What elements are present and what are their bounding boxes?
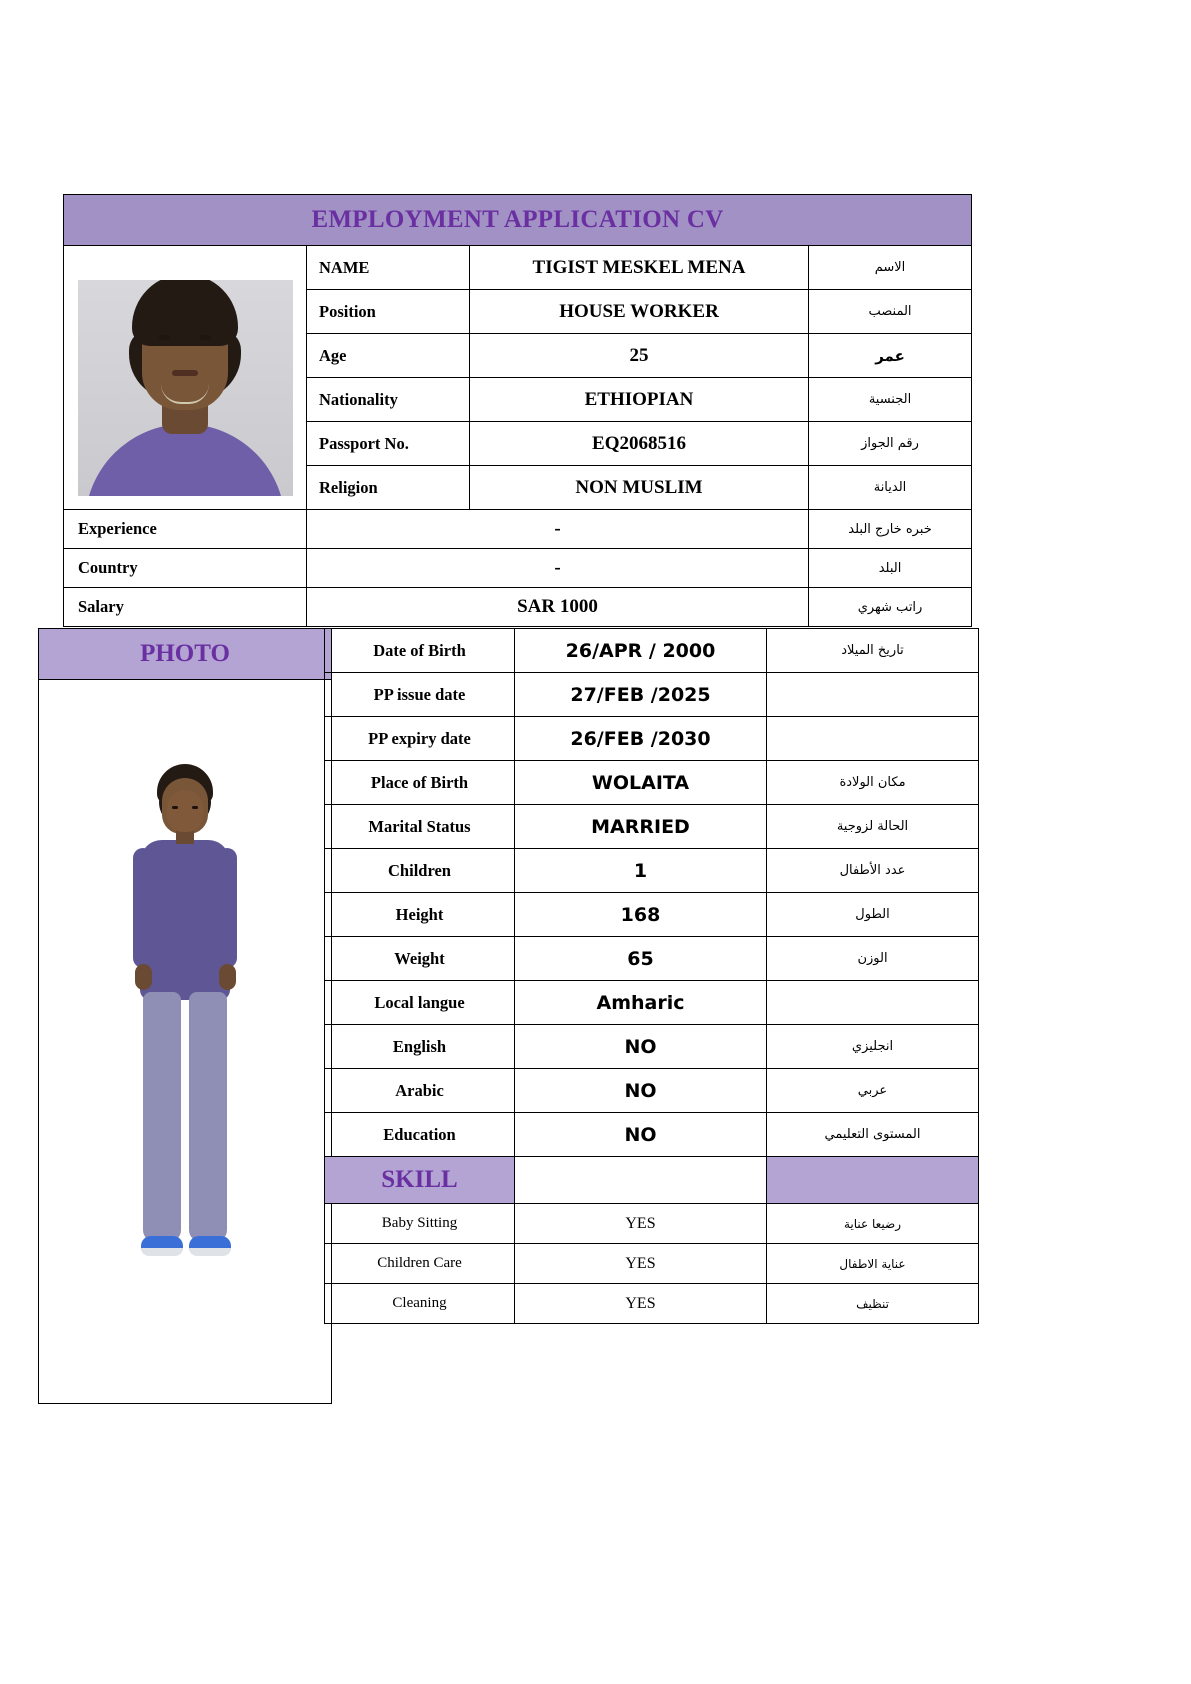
table-row [325, 1025, 979, 1069]
field-value-country: - [307, 549, 809, 588]
skill-value-cleaning: YES [515, 1284, 767, 1324]
field-arabic-pp-expiry [767, 717, 979, 761]
table-row [325, 629, 979, 673]
field-arabic-english: انجليزي [767, 1025, 979, 1069]
field-label-place-of-birth: Place of Birth [325, 761, 515, 805]
field-label-country: Country [64, 549, 307, 588]
title-row [64, 195, 972, 246]
field-arabic-nationality: الجنسية [809, 378, 972, 422]
summary-row [64, 549, 972, 588]
field-arabic-marital-status: الحالة لزوجية [767, 805, 979, 849]
field-arabic-religion: الديانة [809, 466, 972, 510]
field-arabic-pp-issue [767, 673, 979, 717]
identity-row [64, 246, 972, 290]
field-label-dob: Date of Birth [325, 629, 515, 673]
field-label-children: Children [325, 849, 515, 893]
skill-header-arabic-cell [767, 1157, 979, 1204]
skill-label-baby-sitting: Baby Sitting [325, 1204, 515, 1244]
field-label-age: Age [307, 334, 470, 378]
field-label-pp-issue: PP issue date [325, 673, 515, 717]
field-value-religion: NON MUSLIM [470, 466, 809, 510]
document-title-cell [64, 195, 972, 246]
field-label-height: Height [325, 893, 515, 937]
details-table [324, 628, 979, 1324]
field-arabic-place-of-birth: مكان الولادة [767, 761, 979, 805]
field-arabic-salary: راتب شهري [809, 588, 972, 627]
field-label-education: Education [325, 1113, 515, 1157]
field-label-local-langue: Local langue [325, 981, 515, 1025]
field-label-pp-expiry: PP expiry date [325, 717, 515, 761]
table-row [325, 673, 979, 717]
field-value-pp-expiry: 26/FEB /2030 [515, 717, 767, 761]
page-title: EMPLOYMENT APPLICATION CV [311, 206, 724, 233]
full-body-photo [39, 680, 331, 1403]
skill-label-cleaning: Cleaning [325, 1284, 515, 1324]
field-value-weight: 65 [515, 937, 767, 981]
skill-arabic-cleaning: تنظيف [767, 1284, 979, 1324]
field-arabic-name: الاسم [809, 246, 972, 290]
field-value-experience: - [307, 510, 809, 549]
skill-arabic-baby-sitting: رضيعا عناية [767, 1204, 979, 1244]
table-row [325, 937, 979, 981]
skill-section-header: SKILL [325, 1157, 515, 1204]
skill-value-children-care: YES [515, 1244, 767, 1284]
field-value-place-of-birth: WOLAITA [515, 761, 767, 805]
field-label-english: English [325, 1025, 515, 1069]
table-row [325, 1204, 979, 1244]
field-value-marital-status: MARRIED [515, 805, 767, 849]
field-arabic-experience: خبره خارج البلد [809, 510, 972, 549]
field-value-local-langue: Amharic [515, 981, 767, 1025]
field-arabic-height: الطول [767, 893, 979, 937]
field-arabic-dob: تاريخ الميلاد [767, 629, 979, 673]
field-arabic-position: المنصب [809, 290, 972, 334]
field-value-nationality: ETHIOPIAN [470, 378, 809, 422]
field-label-position: Position [307, 290, 470, 334]
field-value-english: NO [515, 1025, 767, 1069]
headshot-image [78, 280, 293, 496]
table-row [325, 849, 979, 893]
field-value-education: NO [515, 1113, 767, 1157]
field-label-passport: Passport No. [307, 422, 470, 466]
table-row [325, 761, 979, 805]
field-value-age: 25 [470, 334, 809, 378]
field-arabic-age: عمر [809, 334, 972, 378]
field-label-religion: Religion [307, 466, 470, 510]
skill-header-row [325, 1157, 979, 1204]
skill-header-blank-cell [515, 1157, 767, 1204]
table-row [325, 805, 979, 849]
table-row [325, 717, 979, 761]
skill-value-baby-sitting: YES [515, 1204, 767, 1244]
field-arabic-local-langue [767, 981, 979, 1025]
headshot-photo-cell [64, 246, 307, 510]
field-arabic-education: المستوى التعليمي [767, 1113, 979, 1157]
field-label-name: NAME [307, 246, 470, 290]
field-arabic-country: البلد [809, 549, 972, 588]
field-value-pp-issue: 27/FEB /2025 [515, 673, 767, 717]
field-arabic-weight: الوزن [767, 937, 979, 981]
field-value-height: 168 [515, 893, 767, 937]
skill-label-children-care: Children Care [325, 1244, 515, 1284]
field-label-marital-status: Marital Status [325, 805, 515, 849]
table-row [325, 1244, 979, 1284]
full-body-figure-image [110, 760, 260, 1300]
photo-panel [38, 628, 332, 1404]
field-value-children: 1 [515, 849, 767, 893]
identity-table [63, 194, 972, 627]
field-value-salary: SAR 1000 [307, 588, 809, 627]
field-label-arabic: Arabic [325, 1069, 515, 1113]
table-row [325, 1069, 979, 1113]
field-label-experience: Experience [64, 510, 307, 549]
table-row [325, 893, 979, 937]
summary-row [64, 510, 972, 549]
field-arabic-passport: رقم الجواز [809, 422, 972, 466]
table-row [325, 1284, 979, 1324]
skill-arabic-children-care: عناية الاطفال [767, 1244, 979, 1284]
field-value-passport: EQ2068516 [470, 422, 809, 466]
field-arabic-arabic: عربي [767, 1069, 979, 1113]
table-row [325, 981, 979, 1025]
summary-row [64, 588, 972, 627]
field-arabic-children: عدد الأطفال [767, 849, 979, 893]
field-label-nationality: Nationality [307, 378, 470, 422]
field-value-arabic: NO [515, 1069, 767, 1113]
field-value-position: HOUSE WORKER [470, 290, 809, 334]
field-label-weight: Weight [325, 937, 515, 981]
field-value-dob: 26/APR / 2000 [515, 629, 767, 673]
table-row [325, 1113, 979, 1157]
photo-section-header: PHOTO [39, 629, 331, 680]
field-label-salary: Salary [64, 588, 307, 627]
field-value-name: TIGIST MESKEL MENA [470, 246, 809, 290]
